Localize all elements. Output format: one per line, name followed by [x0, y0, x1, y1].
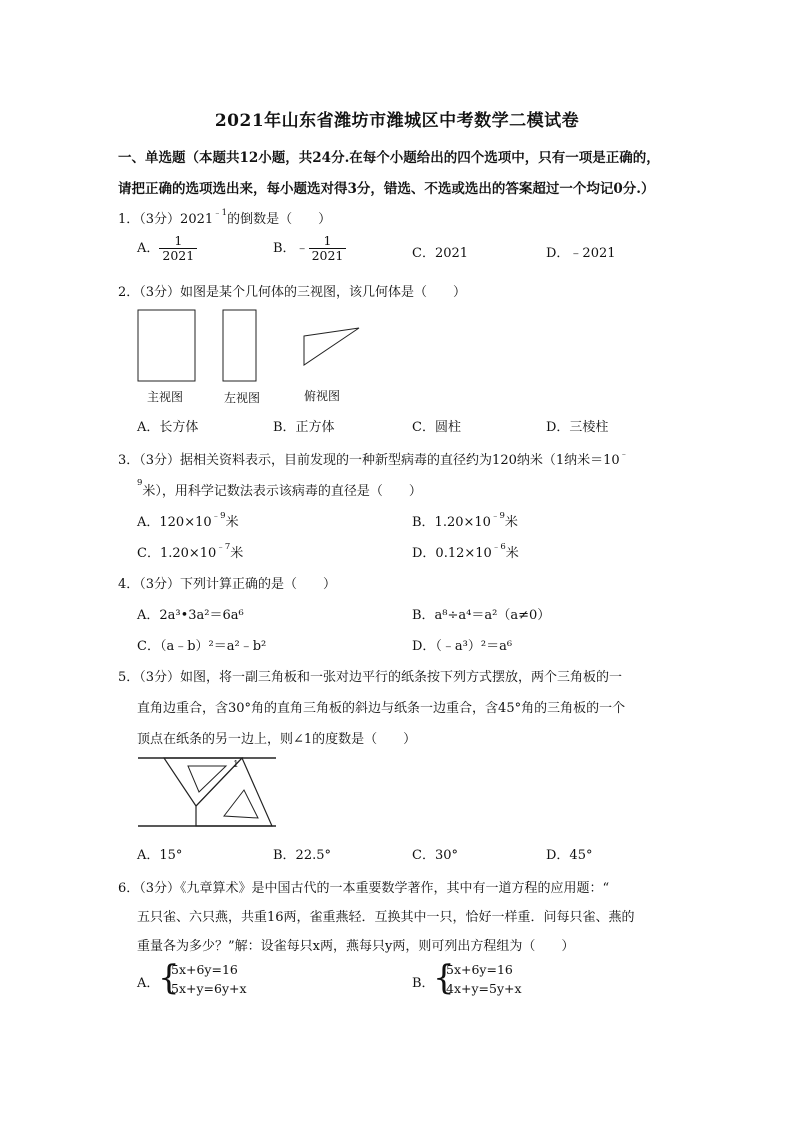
question-3-line1: 3．（3分）据相关资料表示，目前发现的一种新型病毒的直径约为120纳米（1纳米＝10﹣ — [118, 449, 629, 468]
q1-text-pre: 1．（3分）2021 — [118, 212, 214, 227]
q6-option-b-label: B． — [412, 976, 435, 991]
question-5-line2: 直角边重合，含30°角的直角三角板的斜边与纸条一边重合，含45°角的三角板的一个 — [137, 701, 626, 716]
q1-text-post: 的倒数是（ ） — [227, 212, 332, 227]
q4-option-a: A．2a³•3a²＝6a⁶ — [137, 608, 244, 623]
question-1 — [118, 208, 331, 227]
q5-option-a: A．15° — [137, 848, 183, 863]
q3-option-d: D．$0.12\times 10^{﹣6}$米 — [412, 542, 519, 561]
q1-a-fraction: $\frac{1}{2021}$ — [159, 234, 197, 263]
q6-option-b-system: 5x+6y=16 4x+y=5y+x — [446, 962, 522, 996]
section-header-line1: 一、单选题（本题共12小题，共24分.在每个小题给出的四个选项中，只有一项是正确的， — [118, 150, 660, 166]
q1-option-b: B．﹣ $\frac{1}{2021}$ — [273, 234, 346, 263]
q2-option-c: C．圆柱 — [412, 420, 461, 435]
q6-option-b-brace: { — [433, 958, 455, 998]
q3-option-a: A．$120\times 10^{﹣9}$米 — [137, 511, 239, 530]
q1-option-a: A． $\frac{1}{2021}$ — [137, 234, 197, 263]
question-4: 4．（3分）下列计算正确的是（ ） — [118, 577, 337, 592]
q2-option-d: D．三棱柱 — [546, 420, 609, 435]
q1-option-d: D．﹣2021 — [546, 246, 616, 261]
q4-option-c: C．（a﹣b）²＝a²﹣b² — [137, 639, 267, 654]
page-title: 2021年山东省潍坊市潍城区中考数学二模试卷 — [214, 111, 580, 131]
q1-exponent: ﹣1 — [213, 208, 228, 218]
q2-option-b: B．正方体 — [273, 420, 335, 435]
q6-option-a-system: 5x+6y=16 5x+y=6y+x — [171, 962, 247, 996]
top-view-label: 俯视图 — [304, 389, 341, 403]
section-header-line2: 请把正确的选项选出来，每小题选对得3分，错选、不选或选出的答案超过一个均记0分.） — [118, 181, 655, 197]
triangle-45-inner — [224, 790, 258, 818]
q3-option-c: C．$1.20\times 10^{﹣7}$米 — [137, 542, 244, 561]
q6-option-a-label: A． — [137, 976, 160, 991]
q4-option-d: D．（﹣a³）²＝a⁶ — [412, 639, 513, 654]
q4-option-b: B．a⁸÷a⁴＝a²（a≠0） — [412, 608, 551, 623]
q2-option-a: A．长方体 — [137, 420, 199, 435]
question-5-line1: 5．（3分）如图，将一副三角板和一张对边平行的纸条按下列方式摆放，两个三角板的一 — [118, 670, 623, 685]
q1-option-c: C．2021 — [412, 246, 469, 261]
angle-1-label: 1 — [233, 760, 239, 770]
q1-b-fraction: $\frac{1}{2021}$ — [309, 234, 347, 263]
q5-option-d: D．45° — [546, 848, 593, 863]
q3-option-b: B．$1.20\times 10^{﹣9}$米 — [412, 511, 518, 530]
q6-option-a-brace: { — [158, 958, 180, 998]
left-view-label: 左视图 — [224, 391, 261, 405]
question-6-line1: 6．（3分）《九章算术》是中国古代的一本重要数学著作，其中有一道方程的应用题：“ — [118, 881, 610, 896]
top-view-triangle — [304, 328, 359, 365]
q5-option-b: B．22.5° — [273, 848, 331, 863]
triangle-30-inner — [188, 766, 226, 792]
question-2: 2．（3分）如图是某个几何体的三视图，该几何体是（ ） — [118, 285, 467, 300]
q5-option-c: C．30° — [412, 848, 458, 863]
question-6-line2: 五只雀、六只燕，共重16两，雀重燕轻．互换其中一只，恰好一样重．问每只雀、燕的 — [137, 910, 635, 925]
triangle-ruler-figure — [136, 752, 286, 832]
left-view-rect — [223, 310, 256, 381]
question-6-line3: 重量各为多少？”解：设雀每只x两，燕每只y两，则可列出方程组为（ ） — [137, 939, 575, 954]
question-5-line3: 顶点在纸条的另一边上，则∠1的度数是（ ） — [137, 732, 417, 747]
front-view-label: 主视图 — [147, 390, 184, 404]
question-3-line2: $^9$米），用科学记数法表示该病毒的直径是（ ） — [137, 478, 422, 499]
front-view-rect — [138, 310, 195, 381]
